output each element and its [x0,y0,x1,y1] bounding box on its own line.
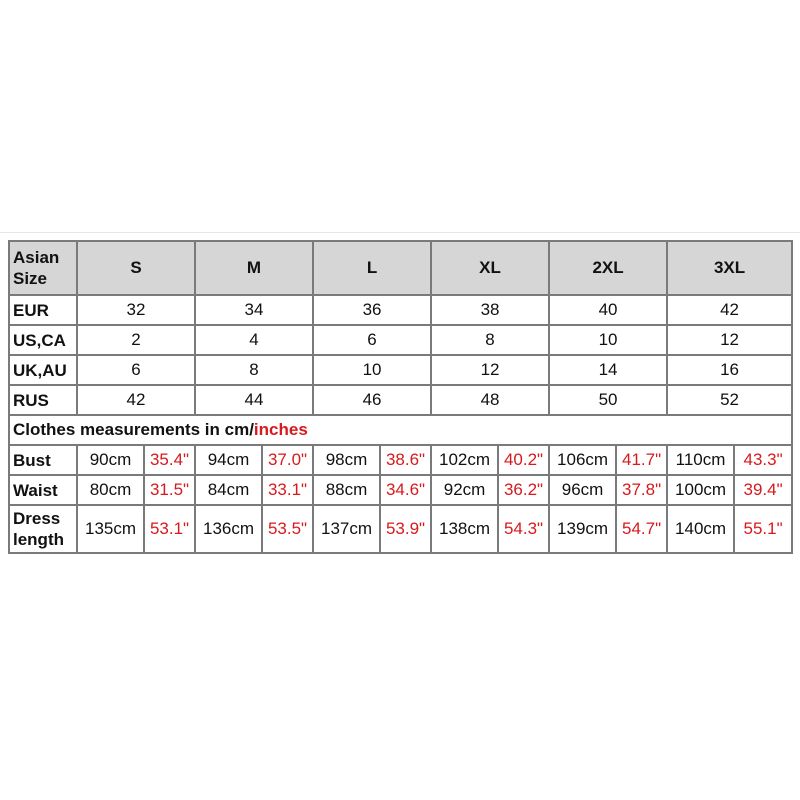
size-header-cell: M [195,241,313,295]
conversion-value: 38 [431,295,549,325]
conversion-value: 42 [667,295,792,325]
measurement-inch-value: 36.2" [498,475,549,505]
conversion-value: 46 [313,385,431,415]
size-header-cell: S [77,241,195,295]
top-divider [0,232,800,233]
measurement-cm-value: 90cm [77,445,144,475]
measurement-cm-value: 88cm [313,475,380,505]
conversion-row [9,385,792,415]
conversion-value: 2 [77,325,195,355]
conversion-label: RUS [9,385,77,415]
measurement-label: Bust [9,445,77,475]
measurement-inch-value: 41.7" [616,445,667,475]
conversion-value: 36 [313,295,431,325]
measurement-label: Dress length [9,505,77,553]
measurements-section-row [9,415,792,445]
measurement-cm-value: 80cm [77,475,144,505]
measurement-inch-value: 34.6" [380,475,431,505]
conversion-value: 50 [549,385,667,415]
size-header-cell: 3XL [667,241,792,295]
conversion-value: 6 [77,355,195,385]
conversion-row [9,325,792,355]
size-header-row [9,241,792,295]
measurement-inch-value: 39.4" [734,475,792,505]
conversion-value: 16 [667,355,792,385]
size-chart-table [8,240,793,554]
conversion-row [9,295,792,325]
size-header-label: Asian Size [9,241,77,295]
conversion-value: 12 [667,325,792,355]
measurement-cm-value: 94cm [195,445,262,475]
measurement-inch-value: 37.0" [262,445,313,475]
measurement-cm-value: 96cm [549,475,616,505]
measurement-inch-value: 53.5" [262,505,313,553]
measurement-inch-value: 55.1" [734,505,792,553]
conversion-value: 10 [313,355,431,385]
conversion-value: 14 [549,355,667,385]
conversion-value: 40 [549,295,667,325]
measurement-cm-value: 100cm [667,475,734,505]
section-prefix-text: Clothes measurements in cm/ [13,420,254,439]
measurement-label: Waist [9,475,77,505]
measurement-row [9,445,792,475]
measurement-row [9,475,792,505]
measurement-inch-value: 37.8" [616,475,667,505]
measurement-cm-value: 84cm [195,475,262,505]
conversion-value: 6 [313,325,431,355]
measurements-section-title [9,415,792,445]
conversion-value: 48 [431,385,549,415]
measurement-inch-value: 54.7" [616,505,667,553]
measurement-cm-value: 140cm [667,505,734,553]
measurement-cm-value: 102cm [431,445,498,475]
measurement-cm-value: 98cm [313,445,380,475]
conversion-value: 8 [431,325,549,355]
measurement-cm-value: 139cm [549,505,616,553]
conversion-value: 42 [77,385,195,415]
size-header-cell: 2XL [549,241,667,295]
measurement-inch-value: 35.4" [144,445,195,475]
measurement-inch-value: 43.3" [734,445,792,475]
conversion-label: EUR [9,295,77,325]
conversion-value: 12 [431,355,549,385]
conversion-row [9,355,792,385]
conversion-label: UK,AU [9,355,77,385]
size-header-cell: L [313,241,431,295]
measurement-inch-value: 38.6" [380,445,431,475]
measurement-inch-value: 53.1" [144,505,195,553]
measurement-inch-value: 40.2" [498,445,549,475]
conversion-value: 32 [77,295,195,325]
measurement-cm-value: 138cm [431,505,498,553]
measurement-cm-value: 106cm [549,445,616,475]
measurement-cm-value: 110cm [667,445,734,475]
conversion-value: 4 [195,325,313,355]
size-header-cell: XL [431,241,549,295]
measurement-inch-value: 53.9" [380,505,431,553]
measurement-inch-value: 54.3" [498,505,549,553]
measurement-inch-value: 31.5" [144,475,195,505]
measurement-cm-value: 92cm [431,475,498,505]
conversion-value: 52 [667,385,792,415]
conversion-value: 8 [195,355,313,385]
measurement-inch-value: 33.1" [262,475,313,505]
conversion-value: 34 [195,295,313,325]
measurement-cm-value: 135cm [77,505,144,553]
conversion-label: US,CA [9,325,77,355]
measurement-cm-value: 137cm [313,505,380,553]
section-inches-text: inches [253,420,308,439]
conversion-value: 44 [195,385,313,415]
conversion-value: 10 [549,325,667,355]
measurement-row [9,505,792,553]
measurement-cm-value: 136cm [195,505,262,553]
